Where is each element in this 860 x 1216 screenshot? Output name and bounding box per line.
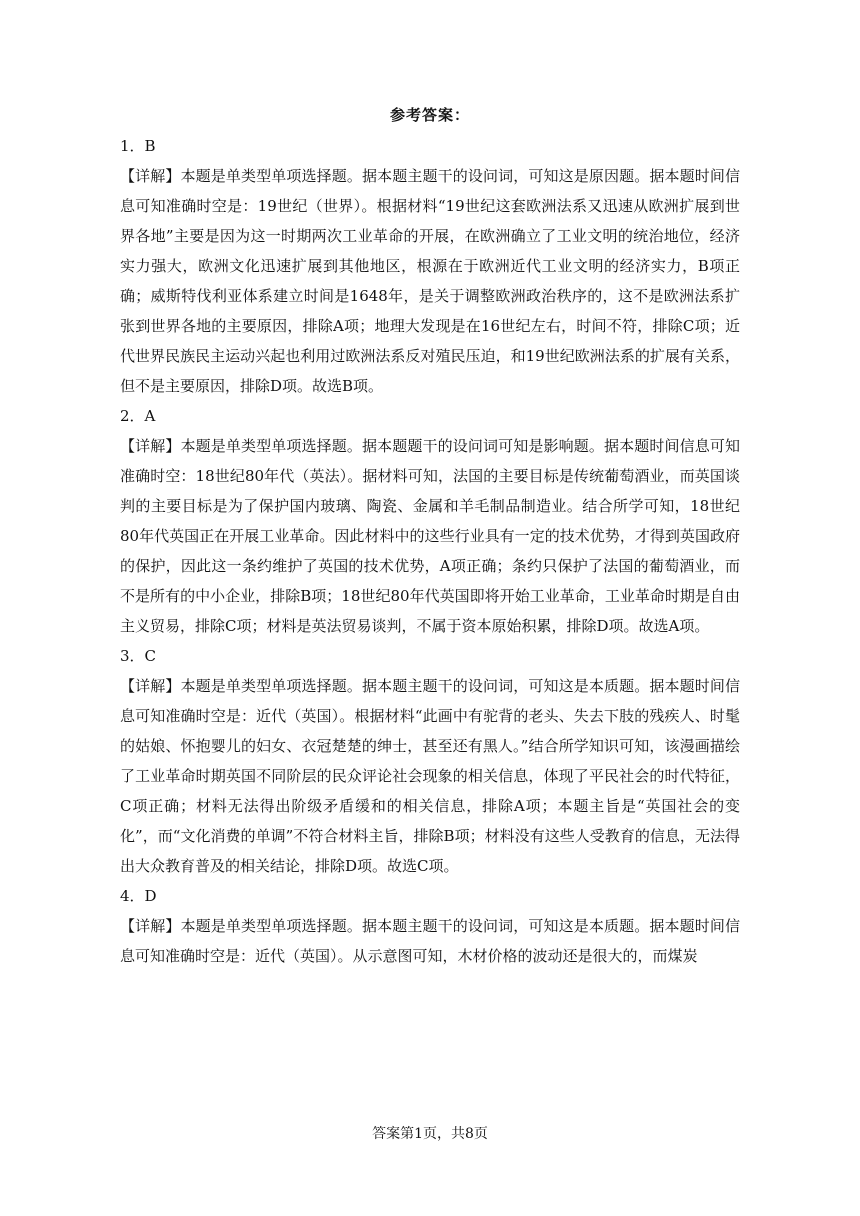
explanation-text: 本题是单类型单项选择题。据本题主题干的设问词，可知这是本质题。据本题时间信息可知准确时空是：近代（英国）。从示意图可知，木材价格的波动还是很大的，而煤炭 [120,917,740,965]
explanation-text: 本题是单类型单项选择题。据本题主题干的设问词，可知这是原因题。据本题时间信息可知准确时空是：19世纪（世界）。根据材料“19世纪这套欧洲法系又迅速从欧洲扩展到世界各地”主要是因为这一时期两次工业革命的开展，在欧洲确立了工业文明的统治地位，经济实力强大，欧洲文化迅速扩展到其他地区，根源在于欧洲近代工业文明的经济实力，B项正确；威斯特伐利亚体系建立时间是1648年，是关于调整欧洲政治秩序的，这不是欧洲法系扩张到世界各地的主要原因，排除A项；地理大发现是在16世纪左右，时间不符，排除C项；近代世界民族民主运动兴起也利用过欧洲法系反对殖民压迫，和19世纪欧洲法系的扩展有关系，但不是主要原因，排除D项。故选B项。 [120,167,740,395]
explanation-text: 本题是单类型单项选择题。据本题主题干的设问词，可知这是本质题。据本题时间信息可知准确时空是：近代（英国）。根据材料“此画中有驼背的老头、失去下肢的残疾人、时髦的姑娘、怀抱婴儿的妇女、衣冠楚楚的绅士，甚至还有黑人。”结合所学知识可知，该漫画描绘了工业革命时期英国不同阶层的民众评论社会现象的相关信息，体现了平民社会的时代特征，C项正确；材料无法得出阶级矛盾缓和的相关信息，排除A项；本题主旨是“英国社会的变化”，而“文化消费的单调”不符合材料主旨，排除B项；材料没有这些人受教育的信息，无法得出大众教育普及的相关结论，排除D项。故选C项。 [120,677,740,875]
question-2-explanation [120,431,740,641]
question-3-number: 3．C [120,647,157,665]
question-4-explanation [120,911,740,971]
question-3-explanation [120,671,740,881]
explanation-tag: 【详解】 [120,917,181,935]
question-1-explanation [120,161,740,401]
page-footer: 答案第1页，共8页 [372,1126,488,1142]
explanation-tag: 【详解】 [120,167,181,185]
answer-content [120,131,740,971]
explanation-text: 本题是单类型单项选择题。据本题题干的设问词可知是影响题。据本题时间信息可知准确时空：18世纪80年代（英法）。据材料可知，法国的主要目标是传统葡萄酒业，而英国谈判的主要目标是为了保护国内玻璃、陶瓷、金属和羊毛制品制造业。结合所学可知，18世纪80年代英国正在开展工业革命。因此材料中的这些行业具有一定的技术优势，才得到英国政府的保护，因此这一条约维护了英国的技术优势，A项正确；条约只保护了法国的葡萄酒业，而不是所有的中小企业，排除B项；18世纪80年代英国即将开始工业革命，工业革命时期是自由主义贸易，排除C项；材料是英法贸易谈判，不属于资本原始积累，排除D项。故选A项。 [120,437,740,635]
question-2-number: 2．A [120,407,156,425]
explanation-tag: 【详解】 [120,437,181,455]
question-1-number: 1．B [120,137,156,155]
explanation-tag: 【详解】 [120,677,181,695]
question-4-number: 4．D [120,887,157,905]
page-title: 参考答案： [389,106,470,124]
